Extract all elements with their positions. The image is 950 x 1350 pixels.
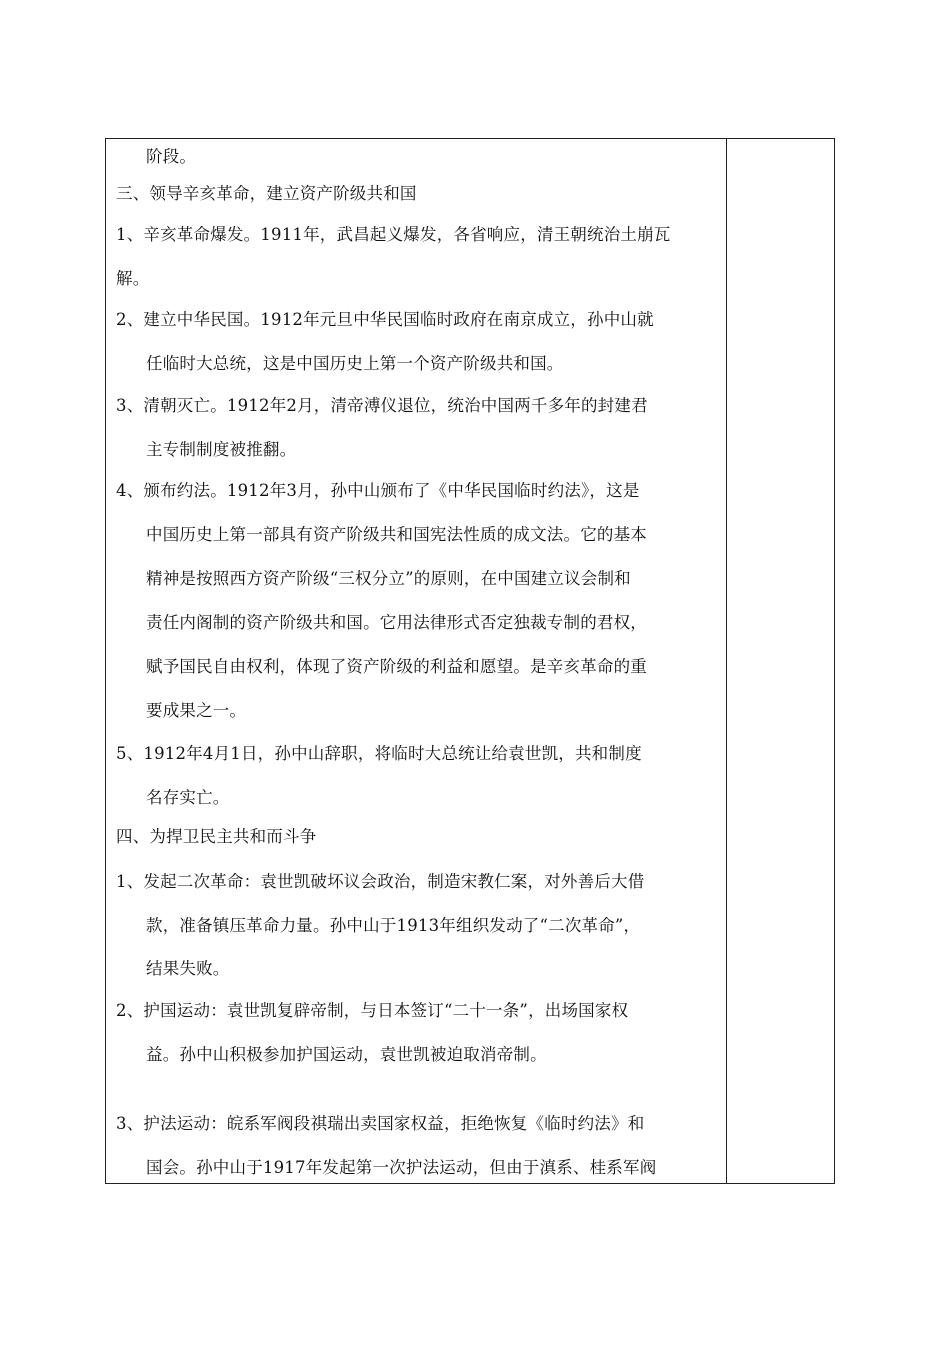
text-line: 赋予国民自由权利，体现了资产阶级的利益和愿望。是辛亥革命的重 <box>146 657 647 676</box>
text-line: 名存实亡。 <box>146 788 230 807</box>
text-line: 1、发起二次革命：袁世凯破坏议会政治，制造宋教仁案，对外善后大借 <box>116 872 645 891</box>
text-line: 款，准备镇压革命力量。孙中山于1913年组织发动了“二次革命”， <box>146 916 641 935</box>
text-line: 4、颁布约法。1912年3月，孙中山颁布了《中华民国临时约法》，这是 <box>116 481 640 500</box>
text-line: 2、建立中华民国。1912年元旦中华民国临时政府在南京成立，孙中山就 <box>116 310 654 329</box>
text-line: 任临时大总统，这是中国历史上第一个资产阶级共和国。 <box>146 354 564 373</box>
lesson-table <box>105 138 835 1184</box>
text-line: 解。 <box>116 269 150 288</box>
text-line: 中国历史上第一部具有资产阶级共和国宪法性质的成文法。它的基本 <box>146 525 647 544</box>
text-line: 阶段。 <box>146 147 197 166</box>
text-line: 3、清朝灭亡。1912年2月，清帝溥仪退位，统治中国两千多年的封建君 <box>116 396 648 415</box>
text-line: 结果失败。 <box>146 959 230 978</box>
text-line: 精神是按照西方资产阶级“三权分立”的原则，在中国建立议会制和 <box>146 569 631 588</box>
text-line: 1、辛亥革命爆发。1911年，武昌起义爆发，各省响应，清王朝统治土崩瓦 <box>116 225 671 244</box>
text-line: 2、护国运动：袁世凯复辟帝制，与日本签订“二十一条”，出场国家权 <box>116 1001 629 1020</box>
text-line: 5、1912年4月1日，孙中山辞职，将临时大总统让给袁世凯，共和制度 <box>116 744 642 763</box>
text-line: 益。孙中山积极参加护国运动，袁世凯被迫取消帝制。 <box>146 1045 547 1064</box>
text-line: 要成果之一。 <box>146 701 247 720</box>
text-line: 责任内阁制的资产阶级共和国。它用法律形式否定独裁专制的君权， <box>146 613 647 632</box>
section-heading: 四、为捍卫民主共和而斗争 <box>116 827 317 846</box>
section-heading: 三、领导辛亥革命，建立资产阶级共和国 <box>116 184 417 203</box>
notes-cell <box>727 139 834 1183</box>
text-line: 国会。孙中山于1917年发起第一次护法运动，但由于滇系、桂系军阀 <box>146 1158 657 1177</box>
text-line: 主专制制度被推翻。 <box>146 440 297 459</box>
text-line: 3、护法运动：皖系军阀段祺瑞出卖国家权益，拒绝恢复《临时约法》和 <box>116 1114 645 1133</box>
